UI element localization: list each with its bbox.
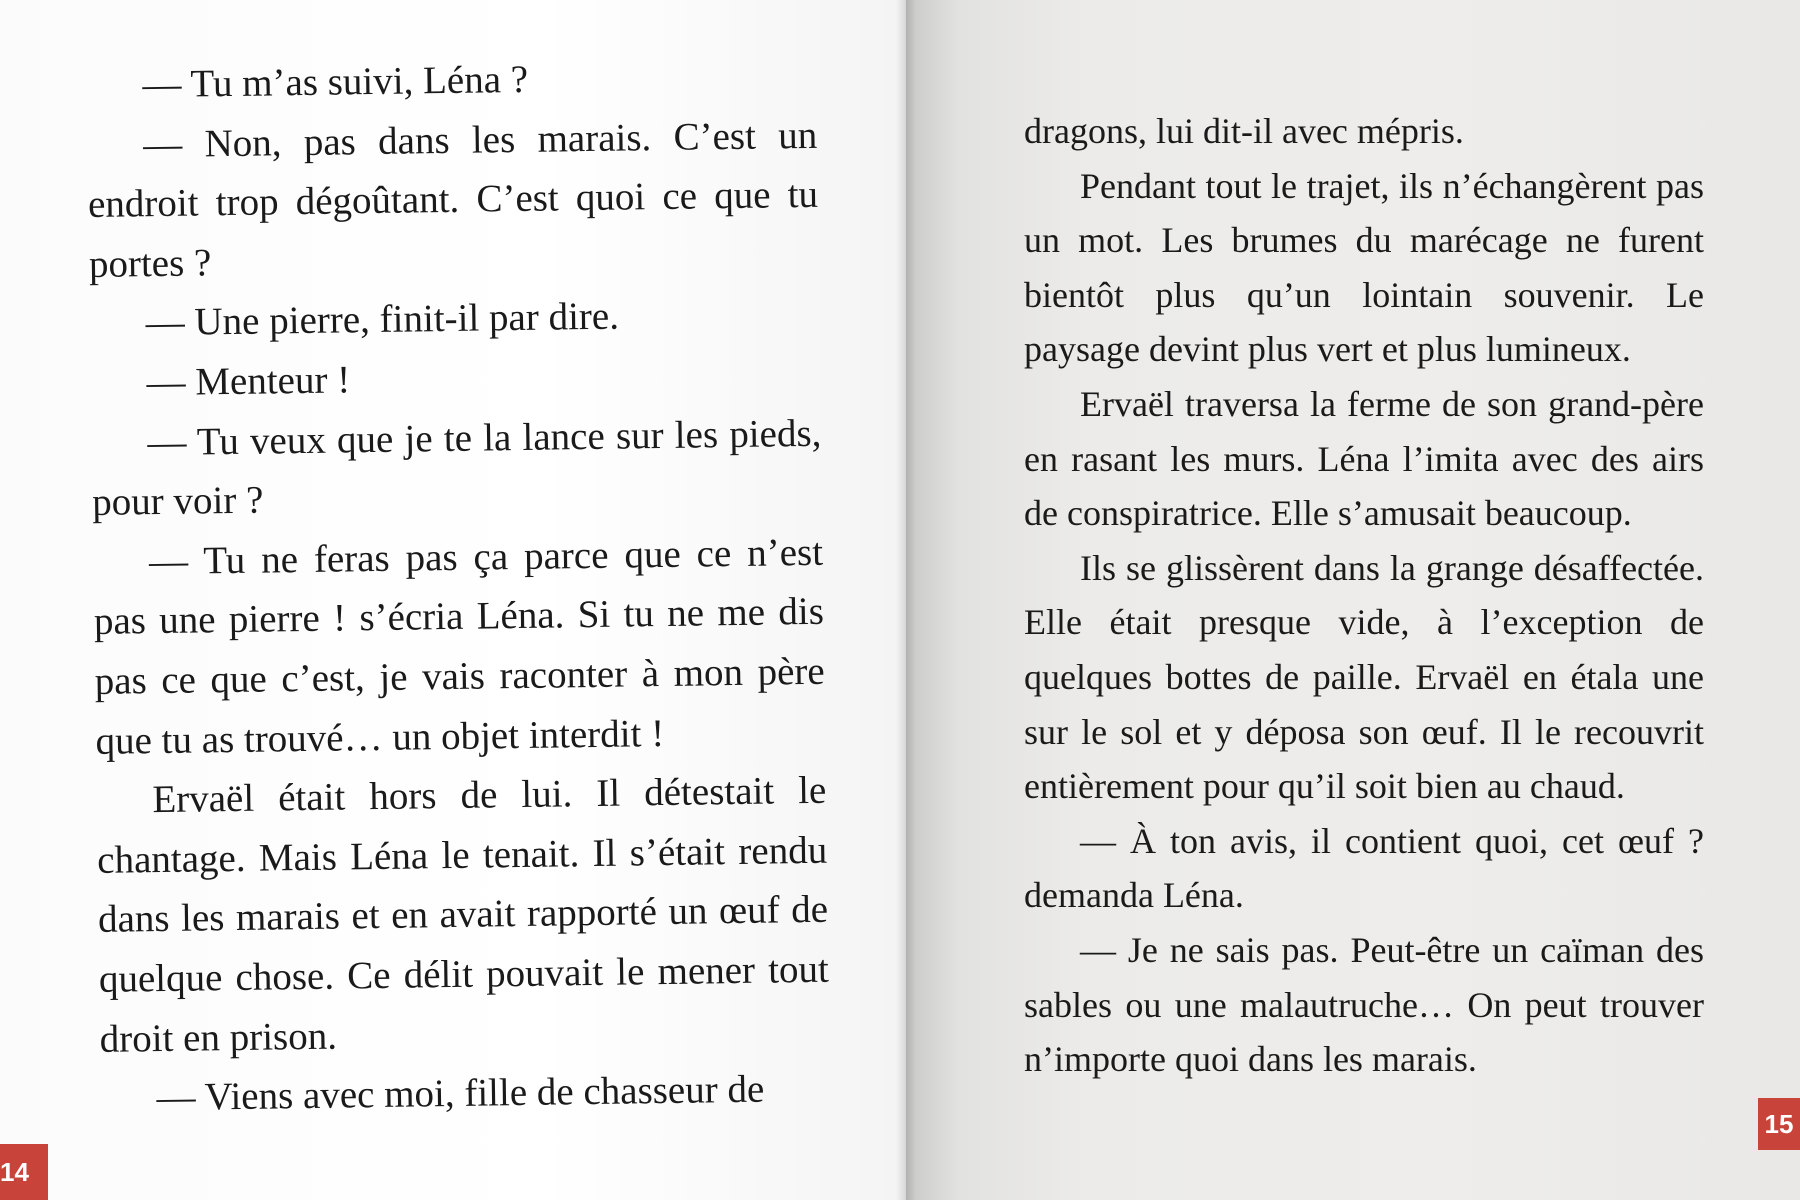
paragraph: — Tu m’as suivi, Léna ? — [142, 57, 529, 107]
paragraph: Ervaël traversa la ferme de son grand-père en rasant les murs. Léna l’imita avec des airs de conspiratrice. Elle s’amusait beaucoup. — [1024, 383, 1704, 534]
left-page-text — [86, 46, 831, 1129]
paragraph: Ils se glissèrent dans la grange désaffectée. Elle était presque vide, à l’exception de quelques bottes de paille. Ervaël en étala une sur le sol et y déposa son œuf. Il le recouvrit entièrement pour qu’il soit bien au chaud. — [1024, 547, 1704, 807]
right-page — [906, 0, 1800, 1200]
paragraph: Pendant tout le trajet, ils n’échangèrent pas un mot. Les brumes du marécage ne furent bientôt plus qu’un lointain souvenir. Le paysage devint plus vert et plus lumineux. — [1024, 165, 1704, 370]
page-number-right: 15 — [1758, 1098, 1800, 1150]
paragraph: Ervaël était hors de lui. Il détestait le chantage. Mais Léna le tenait. Il s’était rendu dans les marais et en avait rapporté un œuf de quelque chose. Ce délit pouvait le mener tout droit en prison. — [96, 768, 830, 1061]
paragraph: — Je ne sais pas. Peut-être un caïman des sables ou une malautruche… On peut trouver n’importe quoi dans les marais. — [1024, 929, 1704, 1080]
book-gutter — [896, 0, 916, 1200]
paragraph: — Une pierre, finit-il par dire. — [145, 294, 620, 345]
right-page-text — [1024, 104, 1704, 1087]
paragraph: dragons, lui dit-il avec mépris. — [1024, 111, 1464, 151]
paragraph: — Tu ne feras pas ça parce que ce n’est pas une pierre ! s’écria Léna. Si tu ne me dis pas ce que c’est, je vais raconter à mon père que tu as trouvé… un objet interdit ! — [93, 530, 825, 763]
page-number-left: 14 — [0, 1144, 48, 1200]
paragraph: — À ton avis, il contient quoi, cet œuf ? demanda Léna. — [1024, 820, 1704, 916]
paragraph: — Viens avec moi, fille de chasseur de — [156, 1067, 765, 1120]
paragraph: — Non, pas dans les marais. C’est un endroit trop dégoûtant. C’est quoi ce que tu portes ? — [87, 113, 819, 286]
paragraph: — Menteur ! — [146, 358, 351, 405]
paragraph: — Tu veux que je te la lance sur les pieds, pour voir ? — [91, 411, 822, 525]
